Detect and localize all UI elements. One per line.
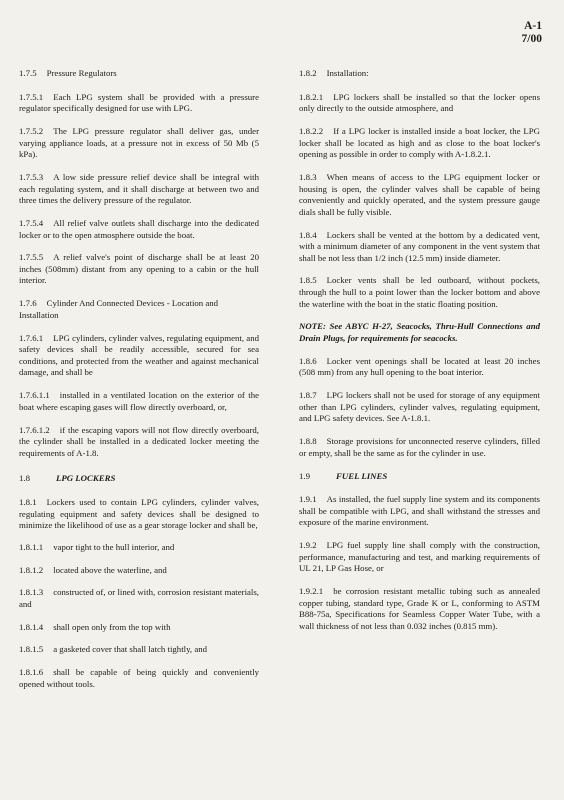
clause-paragraph [299, 494, 540, 529]
clause-paragraph [19, 497, 259, 532]
clause-number: 1.8.1.5 [19, 644, 44, 655]
clause-text: LPG lockers shall not be used for storage of any equipment other than LPG cylinders, cylinder valves, regulating equipment, and LPG safety devices. See A-1.8.1. [299, 390, 540, 424]
revision-date: 7/00 [521, 33, 542, 45]
clause-number: 1.7.5 [19, 68, 37, 78]
clause-paragraph [19, 333, 259, 379]
clause-paragraph [19, 565, 259, 577]
clause-number: 1.8.1.6 [19, 667, 44, 678]
clause-paragraph [299, 390, 540, 425]
clause-text: shall be capable of being quickly and conveniently opened without tools. [19, 667, 259, 689]
clause-number: 1.8.1.1 [19, 541, 44, 552]
clause-number: 1.7.6.1.2 [19, 424, 50, 435]
clause-number: 1.8.7 [299, 390, 317, 401]
clause-text: Each LPG system shall be provided with a pressure regulator specifically designed for use with LPG. [19, 91, 259, 114]
clause-text: If a LPG locker is installed inside a boat locker, the LPG locker shall be located as high and as close to the boat locker's opening as possible in order to comply with A-1.8.2.1. [299, 125, 540, 160]
clause-text: vapor tight to the hull interior, and [53, 541, 175, 552]
clause-paragraph [299, 275, 540, 310]
clause-text: A low side pressure relief device shall be integral with each regulating system, and it shall discharge at between two and three times the delivery pressure of the regulator. [19, 171, 259, 206]
clause-paragraph [299, 126, 540, 161]
clause-text: LPG LOCKERS [56, 473, 116, 484]
page-header [522, 20, 542, 46]
clause-text: NOTE: See ABYC H-27, Seacocks, Thru-Hull Connections and Drain Plugs, for requirements for seacocks. [299, 321, 540, 344]
clause-text: Lockers used to contain LPG cylinders, cylinder valves, regulating equipment and safety devices shall be designed to minimize the likelihood of use as a gear storage locker and shall be, [19, 496, 259, 531]
clause-paragraph [19, 622, 259, 634]
clause-text: When means of access to the LPG equipment locker or housing is open, the cylinder valves shall be capable of being conveniently and quickly operated, and the system pressure gauge dials shall be fully visible. [299, 171, 540, 217]
clause-number: 1.8.2.1 [299, 91, 324, 102]
clause-paragraph [299, 356, 540, 379]
clause-number: 1.9.1 [299, 494, 317, 505]
section-heading [299, 471, 540, 483]
clause-text: constructed of, or lined with, corrosion resistant materials, and [19, 587, 259, 609]
page-number: A-1 [524, 20, 542, 32]
clause-paragraph [299, 436, 540, 459]
clause-text: a gasketed cover that shall latch tightly, and [53, 644, 208, 655]
clause-paragraph [299, 92, 540, 115]
clause-paragraph [19, 644, 259, 656]
clause-paragraph [19, 218, 259, 241]
clause-paragraph [19, 92, 259, 115]
clause-number: 1.8.2 [299, 68, 317, 78]
clause-number: 1.8.5 [299, 275, 317, 286]
clause-text: shall open only from the top with [53, 621, 171, 632]
clause-text: Lockers shall be vented at the bottom by a dedicated vent, with a minimum diameter of any component in the vent system that shall be not less than 1/2 inch (12.5 mm) inside diameter. [299, 229, 540, 263]
clause-number: 1.8.3 [299, 171, 317, 182]
clause-paragraph [19, 425, 259, 460]
clause-text: located above the waterline, and [53, 564, 167, 575]
clause-number: 1.8.4 [299, 229, 317, 240]
clause-paragraph [19, 667, 259, 690]
clause-number: 1.7.6 [19, 298, 37, 309]
clause-number: 1.8.1 [19, 496, 37, 507]
clause-text: FUEL LINES [336, 470, 388, 481]
clause-text: Storage provisions for unconnected reserve cylinders, filled or empty, shall be the same as for the cylinder in use. [299, 436, 540, 458]
clause-text: be corrosion resistant metallic tubing such as annealed copper tubing, standard type, Grade K or L, conforming to ASTM B88-75a, Specifications for Seamless Copper Water Tube, with a wall thickness of not less than 0.032 inches (0.815 mm). [299, 586, 540, 631]
clause-paragraph [19, 390, 259, 413]
clause-paragraph [299, 230, 540, 265]
clause-text: As installed, the fuel supply line system and its components shall be compatible with LPG, and shall withstand the stresses and exposure of the marine environment. [299, 494, 540, 528]
clause-number: 1.9 [299, 470, 310, 481]
clause-paragraph [19, 542, 259, 554]
clause-number: 1.7.5.1 [19, 91, 44, 102]
subsection-heading [19, 298, 259, 321]
clause-number: 1.8.1.3 [19, 587, 44, 598]
clause-number: 1.8.1.4 [19, 621, 44, 632]
clause-text: Cylinder And Connected Devices - Location and Installation [19, 298, 219, 320]
clause-text: LPG lockers shall be installed so that the locker opens only directly to the outside atmosphere, and [299, 91, 540, 114]
right-column [299, 68, 540, 644]
clause-number: 1.9.2.1 [299, 586, 324, 597]
clause-number: 1.8.2.2 [299, 125, 324, 136]
clause-number: 1.8.8 [299, 436, 317, 447]
clause-text: A relief valve's point of discharge shall be at least 20 inches (508mm) distant from any opening to a cabin or the hull interior. [19, 252, 259, 286]
clause-text: if the escaping vapors will not flow directly overboard, the cylinder shall be installed in a dedicated locker meeting the requirements of A-1.8. [19, 424, 259, 458]
clause-paragraph [299, 172, 540, 218]
clause-number: 1.8.1.2 [19, 564, 44, 575]
clause-text: LPG fuel supply line shall comply with the construction, performance, manufacturing and test, and marking requirements of UL 21, LP Gas Hose, or [299, 540, 540, 574]
section-heading [19, 473, 259, 485]
subsection-heading [19, 68, 259, 80]
clause-number: 1.7.5.2 [19, 125, 44, 136]
clause-paragraph [19, 587, 259, 610]
clause-paragraph [19, 172, 259, 207]
clause-text: Pressure Regulators [46, 68, 117, 78]
clause-number: 1.7.5.5 [19, 252, 44, 263]
clause-number: 1.9.2 [299, 540, 317, 551]
clause-text: All relief valve outlets shall discharge into the dedicated locker or to the open atmosphere outside the boat. [19, 217, 259, 240]
left-column [19, 68, 259, 702]
clause-number: 1.7.5.4 [19, 217, 44, 228]
note-paragraph [299, 321, 540, 344]
clause-paragraph [299, 540, 540, 575]
clause-number: 1.7.6.1.1 [19, 390, 50, 401]
clause-text: Locker vents shall be led outboard, without pockets, through the hull to a point lower than the locker bottom and above the waterline with the boat in the static floating position. [299, 275, 540, 309]
clause-text: The LPG pressure regulator shall deliver gas, under varying appliance loads, at a pressure not in excess of 50 Mb (5 kPa). [19, 125, 259, 160]
clause-text: installed in a ventilated location on the exterior of the boat where escaping gases will flow directly overboard, or, [19, 390, 259, 412]
subsection-heading [299, 68, 540, 80]
clause-text: Installation: [326, 68, 369, 78]
clause-paragraph [19, 252, 259, 287]
clause-paragraph [19, 126, 259, 161]
clause-number: 1.8 [19, 473, 30, 484]
clause-number: 1.8.6 [299, 355, 317, 366]
clause-text: Locker vent openings shall be located at least 20 inches (508 mm) from any hull opening to the boat interior. [299, 355, 540, 378]
clause-number: 1.7.6.1 [19, 332, 44, 343]
clause-number: 1.7.5.3 [19, 171, 44, 182]
clause-text: LPG cylinders, cylinder valves, regulating equipment, and safety devices shall be readily accessible, secured for sea conditions, and protected from the weather and against mechanical damage, and shall be [19, 332, 259, 378]
clause-paragraph [299, 586, 540, 632]
